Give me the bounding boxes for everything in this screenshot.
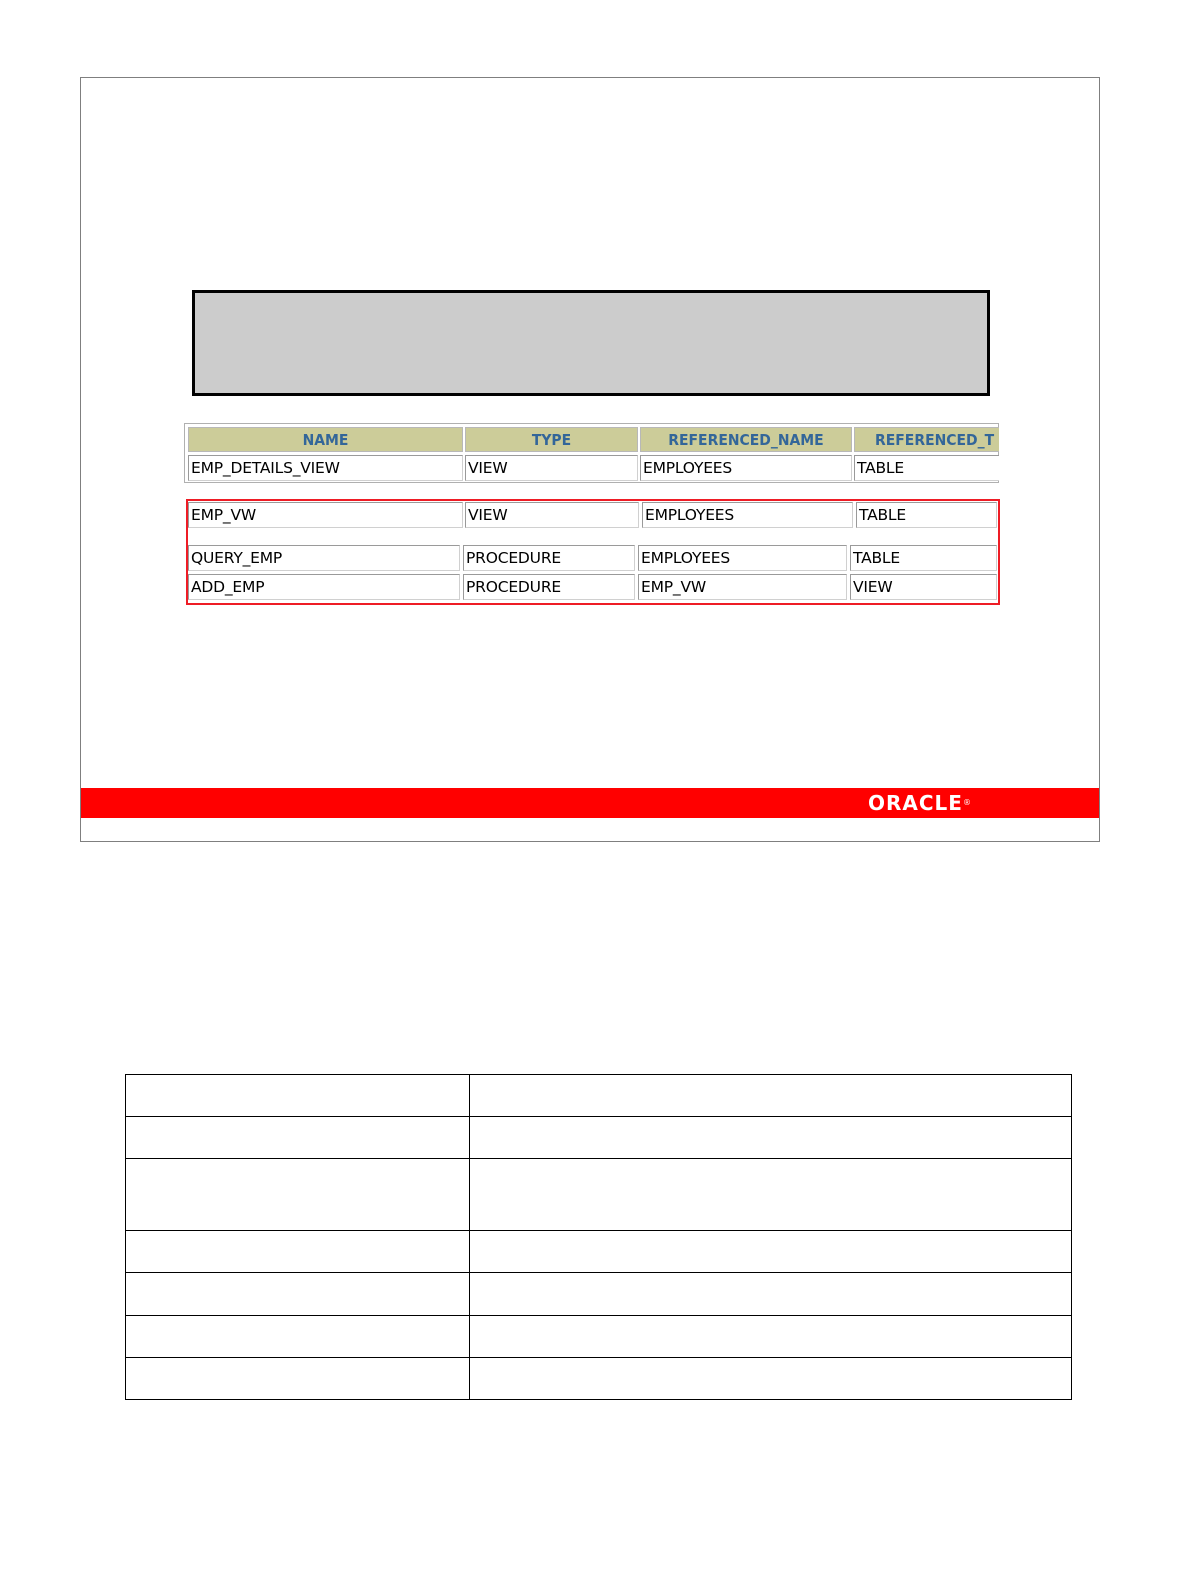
slide bbox=[80, 77, 1100, 842]
table-cell: EMPLOYEES bbox=[640, 455, 852, 481]
table-cell: VIEW bbox=[850, 574, 997, 600]
table-cell: ADD_EMP bbox=[188, 574, 460, 600]
oracle-logo: ORACLE® bbox=[868, 791, 972, 815]
table-row bbox=[126, 1316, 1072, 1358]
table-cell: TABLE bbox=[850, 545, 997, 571]
table-row bbox=[126, 1231, 1072, 1273]
table-cell: PROCEDURE bbox=[463, 574, 635, 600]
column-header-type: TYPE bbox=[465, 427, 638, 452]
column-header-referenced-name: REFERENCED_NAME bbox=[640, 427, 852, 452]
table-cell: TABLE bbox=[856, 502, 997, 528]
column-header-name: NAME bbox=[188, 427, 463, 452]
table-cell: EMPLOYEES bbox=[642, 502, 853, 528]
table-cell: TABLE bbox=[854, 455, 999, 481]
table-cell: VIEW bbox=[465, 455, 638, 481]
code-box bbox=[192, 290, 990, 396]
table-cell: EMP_VW bbox=[638, 574, 847, 600]
table-cell: VIEW bbox=[465, 502, 639, 528]
table-row bbox=[126, 1358, 1072, 1400]
column-header-referenced-type: REFERENCED_T bbox=[854, 427, 999, 452]
notes-table bbox=[125, 1074, 1072, 1400]
table-cell: EMPLOYEES bbox=[638, 545, 847, 571]
table-cell: EMP_VW bbox=[188, 502, 463, 528]
results-table bbox=[184, 423, 999, 483]
table-row bbox=[126, 1159, 1072, 1231]
highlight-outline bbox=[186, 499, 1000, 605]
table-cell: PROCEDURE bbox=[463, 545, 635, 571]
table-row bbox=[126, 1117, 1072, 1159]
oracle-logo-text: ORACLE bbox=[868, 791, 963, 815]
table-cell: EMP_DETAILS_VIEW bbox=[188, 455, 463, 481]
table-cell: QUERY_EMP bbox=[188, 545, 460, 571]
table-row bbox=[126, 1273, 1072, 1316]
table-row bbox=[126, 1075, 1072, 1117]
